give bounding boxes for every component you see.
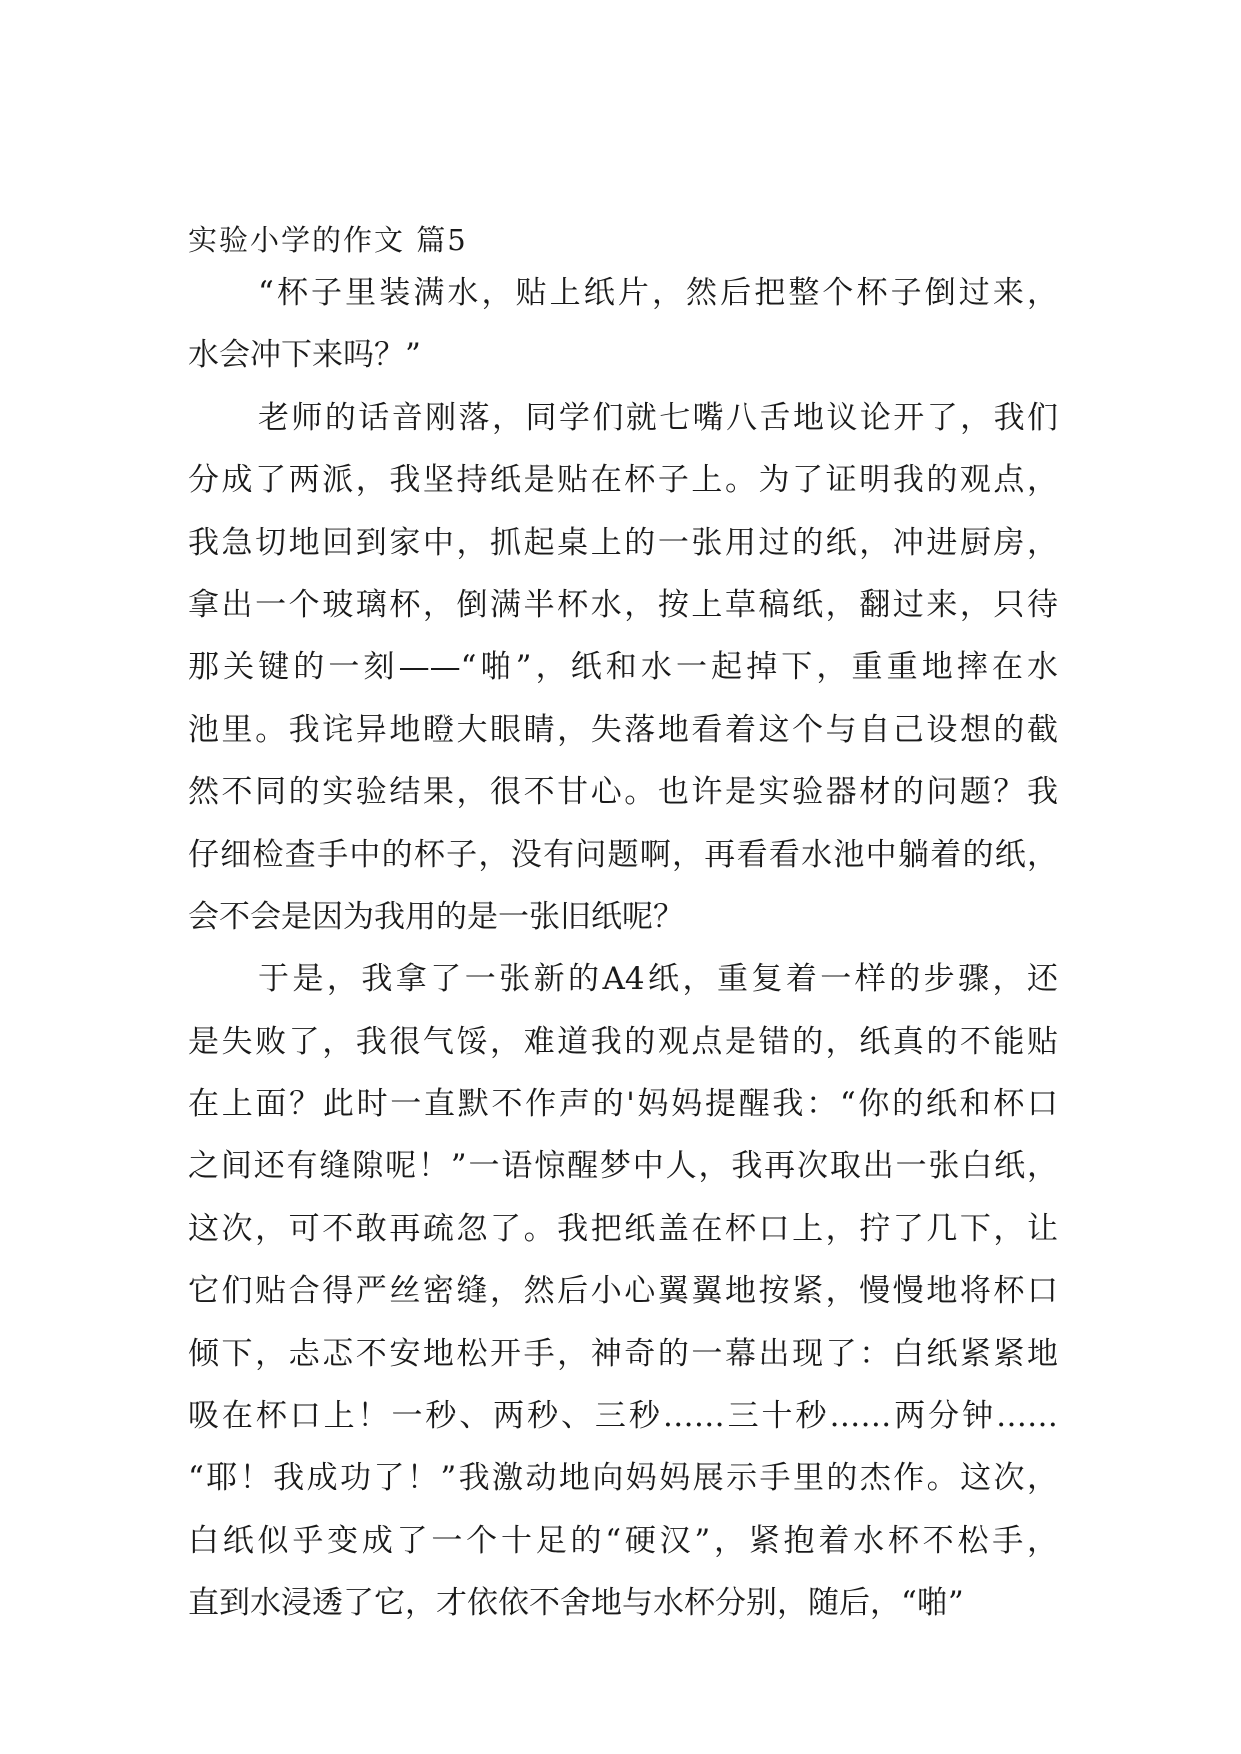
paragraph-1-line-2: 水会冲下来吗？” — [188, 337, 421, 374]
paragraph-2-line-4: 拿出一个玻璃杯，倒满半杯水，按上草稿纸，翻过来，只待 — [188, 586, 1058, 623]
paragraph-3-line-2: 是失败了，我很气馁，难道我的观点是错的，纸真的不能贴 — [188, 1023, 1058, 1060]
paragraph-2-line-6: 池里。我诧异地瞪大眼睛，失落地看着这个与自己设想的截 — [188, 711, 1058, 748]
essay-body — [188, 262, 1058, 1635]
paragraph-3-line-3: 在上面？此时一直默不作声的'妈妈提醒我：“你的纸和杯口 — [188, 1086, 1058, 1123]
paragraph-3-line-10: 白纸似乎变成了一个十足的“硬汉”，紧抱着水杯不松手， — [188, 1522, 1058, 1559]
paragraph-2-line-8: 仔细检查手中的杯子，没有问题啊，再看看水池中躺着的纸， — [188, 836, 1058, 873]
paragraph-3-line-8: 吸在杯口上！一秒、两秒、三秒……三十秒……两分钟…… — [188, 1398, 1058, 1435]
paragraph-3-line-11: 直到水浸透了它，才依依不舍地与水杯分别，随后，“啪” — [188, 1585, 964, 1622]
paragraph-2-line-9: 会不会是因为我用的是一张旧纸呢？ — [188, 898, 684, 935]
paragraph-1-line-1: “杯子里装满水，贴上纸片，然后把整个杯子倒过来， — [258, 275, 1058, 311]
paragraph-3-line-4: 之间还有缝隙呢！”一语惊醒梦中人，我再次取出一张白纸， — [188, 1148, 1058, 1185]
paragraph-3-line-7: 倾下，忐忑不安地松开手，神奇的一幕出现了：白纸紧紧地 — [188, 1335, 1058, 1372]
paragraph-3-line-6: 它们贴合得严丝密缝，然后小心翼翼地按紧，慢慢地将杯口 — [188, 1273, 1058, 1310]
paragraph-3-line-1: 于是，我拿了一张新的A4纸，重复着一样的步骤，还 — [258, 961, 1058, 998]
paragraph-3-line-9: “耶！我成功了！”我激动地向妈妈展示手里的杰作。这次， — [188, 1460, 1058, 1497]
paragraph-2-line-3: 我急切地回到家中，抓起桌上的一张用过的纸，冲进厨房， — [188, 524, 1058, 561]
paragraph-2-line-2: 分成了两派，我坚持纸是贴在杯子上。为了证明我的观点， — [188, 462, 1058, 499]
paragraph-2-line-1: 老师的话音刚落，同学们就七嘴八舌地议论开了，我们 — [258, 399, 1058, 436]
paragraph-2-line-7: 然不同的实验结果，很不甘心。也许是实验器材的问题？我 — [188, 774, 1058, 811]
essay-title: 实验小学的作文 篇5 — [188, 223, 468, 257]
paragraph-3-line-5: 这次，可不敢再疏忽了。我把纸盖在杯口上，拧了几下，让 — [188, 1210, 1058, 1247]
paragraph-2-line-5: 那关键的一刻——“啪”，纸和水一起掉下，重重地摔在水 — [188, 649, 1058, 686]
